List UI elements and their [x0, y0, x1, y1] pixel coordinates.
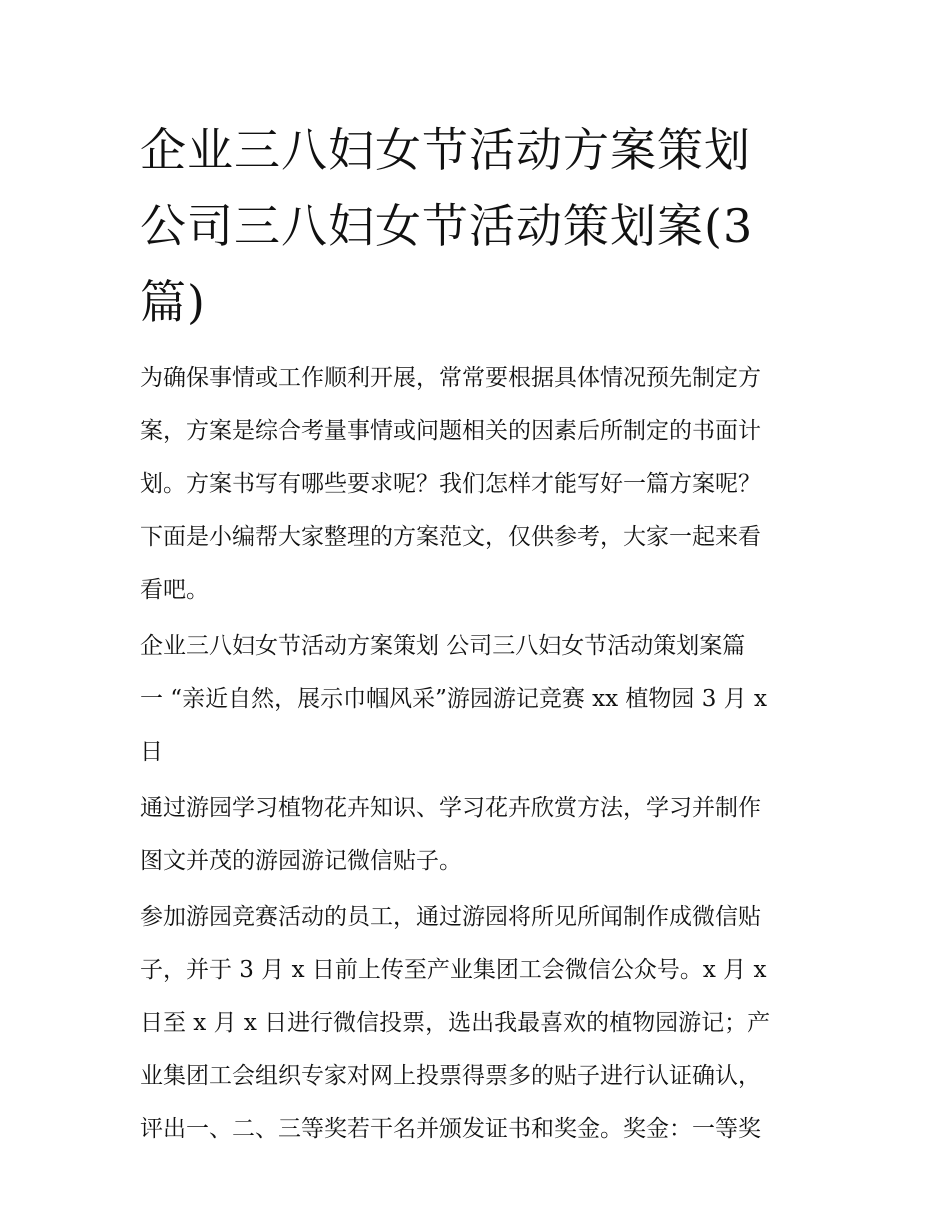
text-line: 子，并于 3 月 x 日前上传至产业集团工会微信公众号。x 月 x [140, 957, 767, 983]
text-line: 为确保事情或工作顺利开展，常常要根据具体情况预先制定方 [140, 365, 761, 391]
text-line: 日 [140, 739, 163, 765]
paragraph-purpose [140, 782, 830, 888]
text-line: 划。方案书写有哪些要求呢？我们怎样才能写好一篇方案呢？ [140, 471, 761, 497]
text-line: 一 “亲近自然，展示巾帼风采”游园游记竞赛 xx 植物园 3 月 x [140, 686, 767, 712]
text-line: 日至 x 月 x 日进行微信投票，选出我最喜欢的植物园游记；产 [140, 1010, 771, 1036]
text-line: 看吧。 [140, 577, 209, 603]
text-line: 图文并茂的游园游记微信贴子。 [140, 848, 462, 874]
text-line: 参加游园竞赛活动的员工，通过游园将所见所闻制作成微信贴 [140, 904, 761, 930]
title-line: 企业三八妇女节活动方案策划 [140, 123, 751, 177]
text-line: 下面是小编帮大家整理的方案范文，仅供参考，大家一起来看 [140, 524, 761, 550]
text-line: 通过游园学习植物花卉知识、学习花卉欣赏方法，学习并制作 [140, 795, 761, 821]
paragraph-section-heading [140, 620, 830, 779]
document-title [140, 112, 830, 340]
text-line: 案，方案是综合考量事情或问题相关的因素后所制定的书面计 [140, 418, 761, 444]
paragraph-rules [140, 891, 830, 1156]
document-body [140, 352, 830, 1159]
text-line: 业集团工会组织专家对网上投票得票多的贴子进行认证确认， [140, 1063, 761, 1089]
paragraph-intro [140, 352, 830, 617]
title-line: 公司三八妇女节活动策划案(3 [140, 199, 754, 253]
text-line: 评出一、二、三等奖若干名并颁发证书和奖金。奖金：一等奖 [140, 1116, 761, 1142]
title-line: 篇) [140, 275, 206, 329]
text-line: 企业三八妇女节活动方案策划 公司三八妇女节活动策划案篇 [140, 633, 746, 659]
